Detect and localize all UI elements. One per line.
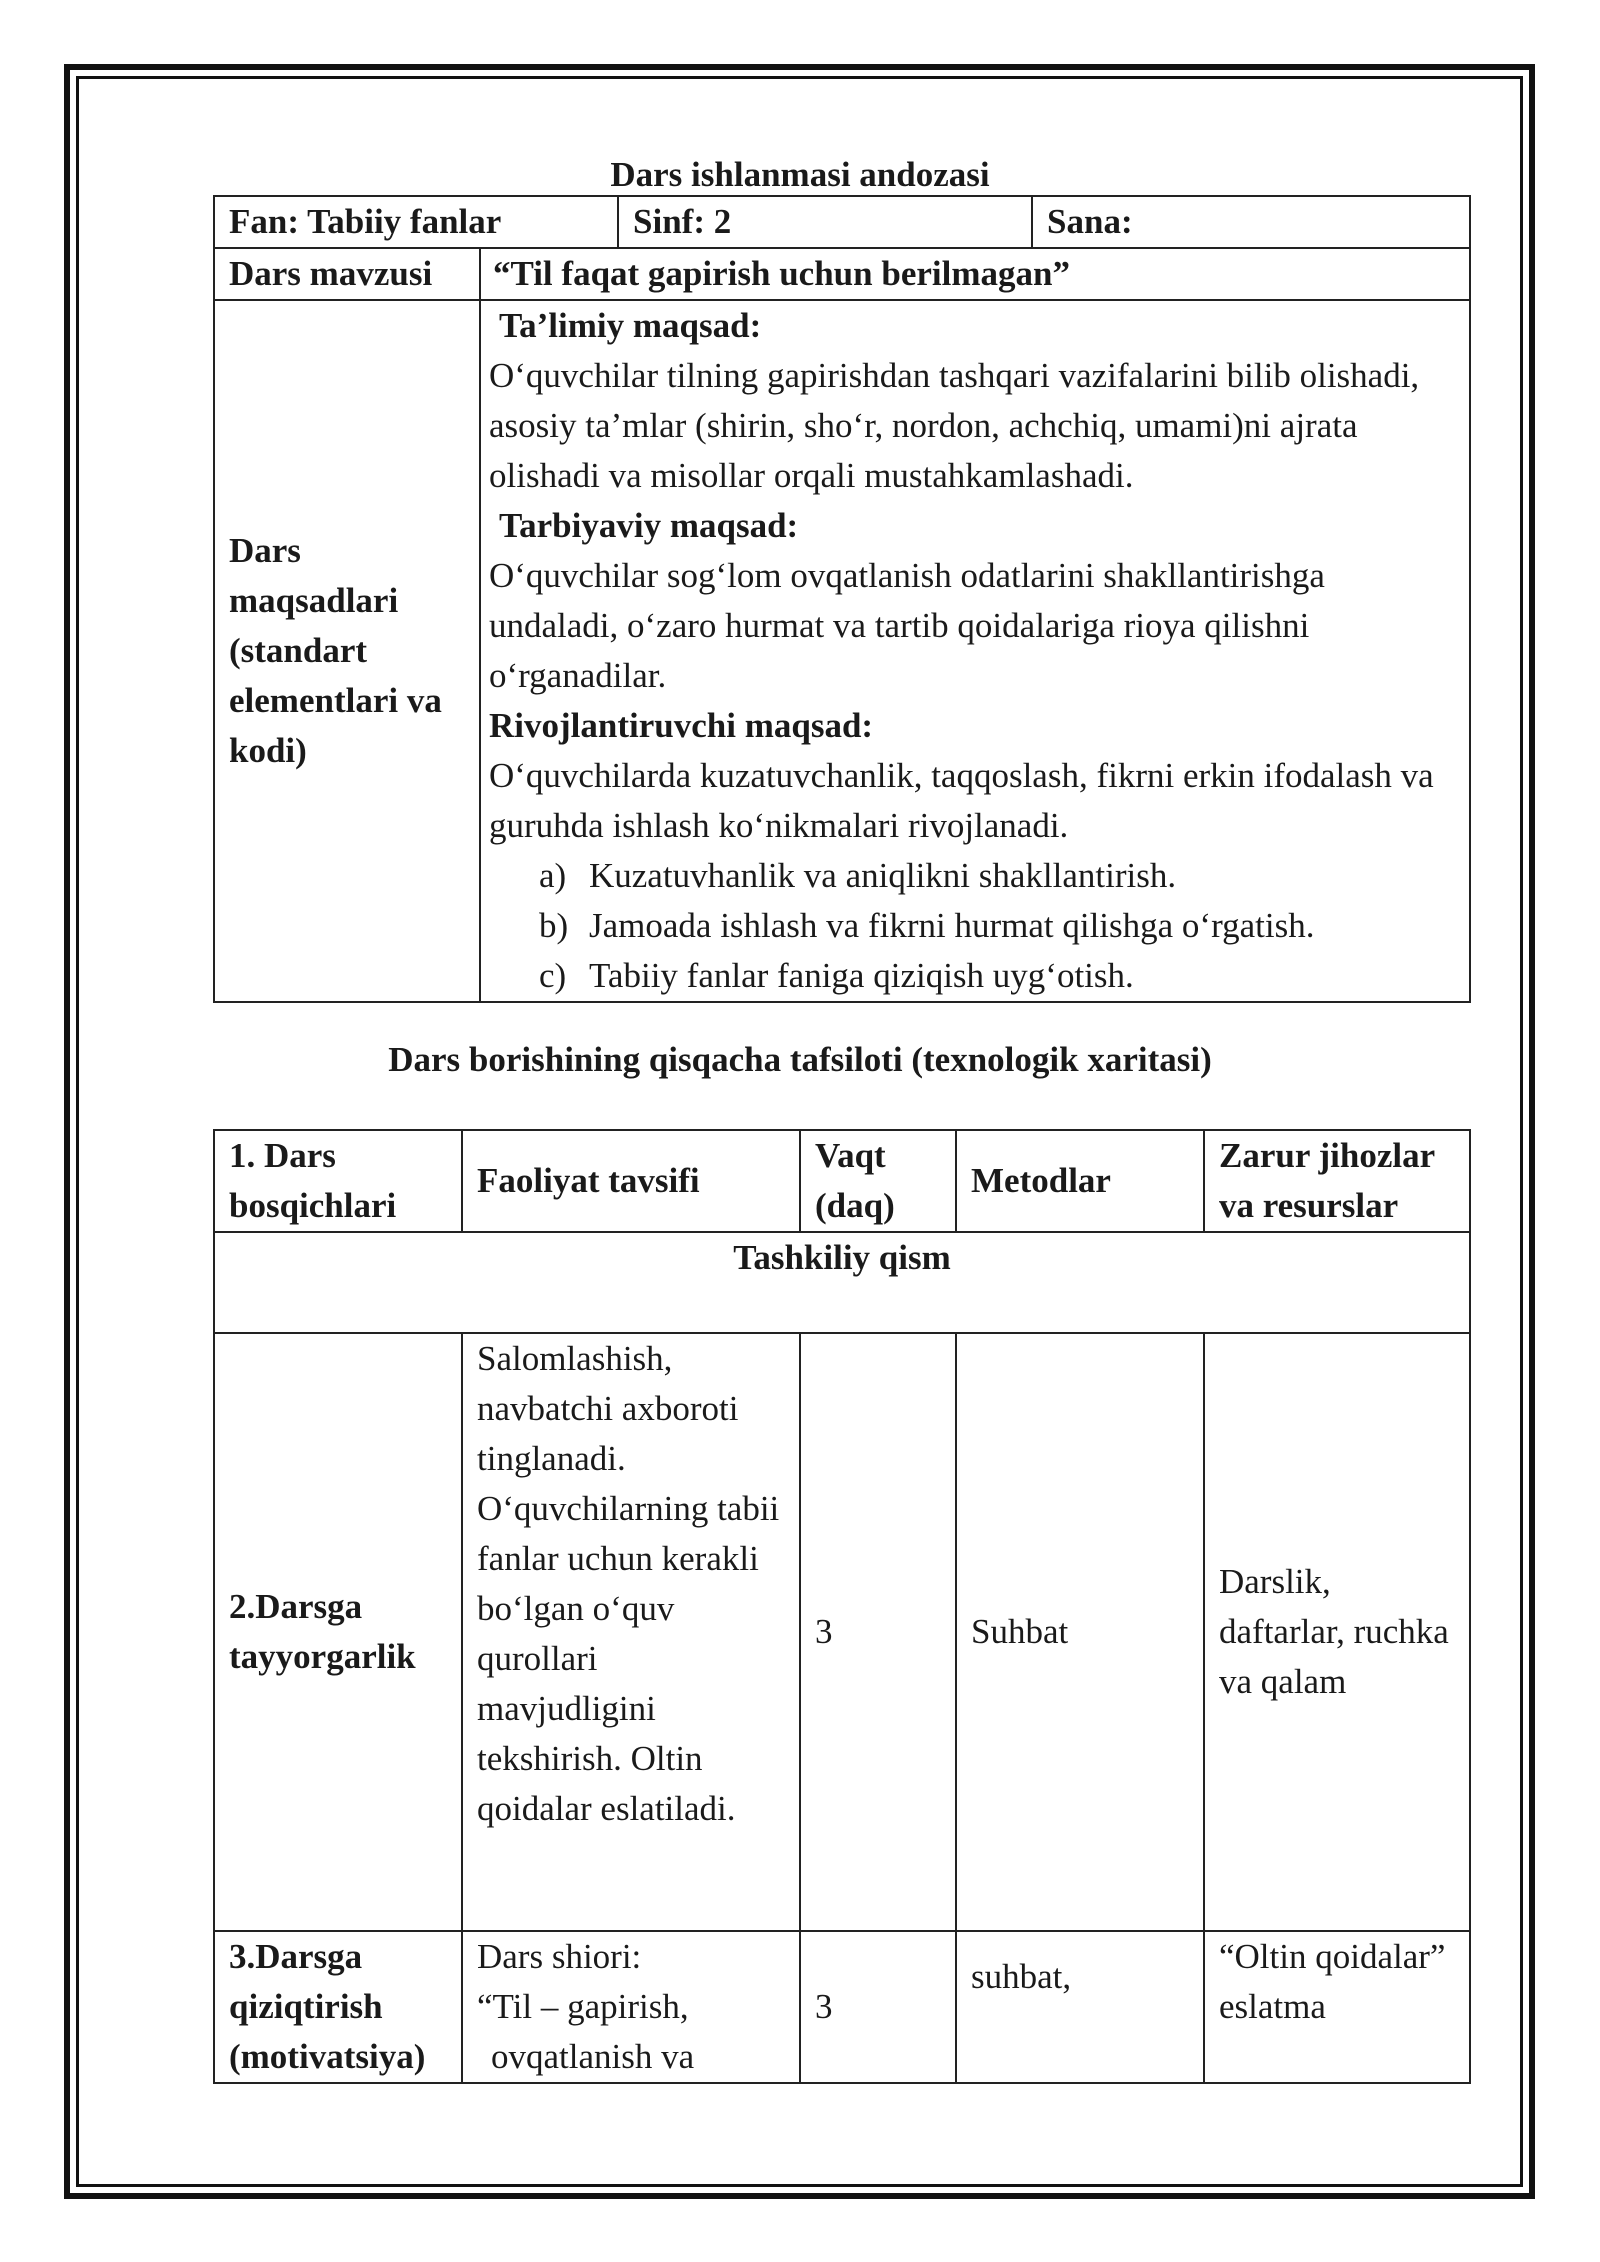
tarbiyaviy-text: O‘quvchilar sog‘lom ovqatlanish odatlarini shakllantirishga undaladi, o‘zaro hurmat va tartib qoidalariga rioya qilishni o‘rganadilar. bbox=[489, 556, 1325, 695]
maqsad-label: Dars maqsadlari (standart elementlari va kodi) bbox=[214, 300, 480, 1002]
list-item bbox=[539, 901, 1459, 951]
activity-line: “Til – gapirish, bbox=[477, 1987, 689, 2026]
list-marker: c) bbox=[539, 956, 567, 995]
list-text: Kuzatuvhanlik va aniqlikni shakllantirish. bbox=[589, 856, 1177, 895]
activity-cell bbox=[462, 1931, 800, 2083]
fan-cell: Fan: Tabiiy fanlar bbox=[214, 196, 618, 248]
resources-cell: Darslik, daftarlar, ruchka va qalam bbox=[1204, 1333, 1470, 1931]
list-item bbox=[539, 951, 1459, 1001]
sana-cell: Sana: bbox=[1032, 196, 1470, 248]
list-marker: b) bbox=[539, 906, 569, 945]
list-text: Jamoada ishlash va fikrni hurmat qilishga o‘rgatish. bbox=[589, 906, 1315, 945]
section-row bbox=[214, 1232, 1470, 1333]
method-cell: suhbat, bbox=[956, 1931, 1204, 2083]
rivoj-heading: Rivojlantiruvchi maqsad: bbox=[489, 706, 874, 745]
lesson-flow-table bbox=[213, 1129, 1471, 2084]
maqsad-row bbox=[214, 300, 1470, 1002]
time-cell: 3 bbox=[800, 1333, 956, 1931]
tarbiyaviy-heading: Tarbiyaviy maqsad: bbox=[499, 506, 799, 545]
talimiy-text: O‘quvchilar tilning gapirishdan tashqari vazifalarini bilib olishadi, asosiy ta’mlar (shirin, sho‘r, nordon, achchiq, umami)ni ajrata olishadi va misollar orqali mustahkamlashadi. bbox=[489, 356, 1420, 495]
header-activity: Faoliyat tavsifi bbox=[462, 1130, 800, 1232]
time-cell: 3 bbox=[800, 1931, 956, 2083]
tashkiliy-qism: Tashkiliy qism bbox=[214, 1232, 1470, 1333]
activity-cell: Salomlashish, navbatchi axboroti tinglanadi. O‘quvchilarning tabii fanlar uchun kerakli bo‘lgan o‘quv qurollari mavjudligini tekshirish. Oltin qoidalar eslatiladi. bbox=[462, 1333, 800, 1931]
stage-cell: 3.Darsga qiziqtirish (motivatsiya) bbox=[214, 1931, 462, 2083]
mavzu-label: Dars mavzusi bbox=[214, 248, 480, 300]
lesson-info-table bbox=[213, 195, 1471, 1003]
header-stage: 1. Dars bosqichlari bbox=[214, 1130, 462, 1232]
section-title: Dars borishining qisqacha tafsiloti (texnologik xaritasi) bbox=[388, 1040, 1212, 1079]
header-time: Vaqt (daq) bbox=[800, 1130, 956, 1232]
resources-cell: “Oltin qoidalar” eslatma bbox=[1204, 1931, 1470, 2083]
list-item bbox=[539, 851, 1459, 901]
header-resources: Zarur jihozlar va resurslar bbox=[1204, 1130, 1470, 1232]
header-row bbox=[214, 196, 1470, 248]
sinf-cell: Sinf: 2 bbox=[618, 196, 1032, 248]
header-method: Metodlar bbox=[956, 1130, 1204, 1232]
table-header-row bbox=[214, 1130, 1470, 1232]
maqsad-content bbox=[480, 300, 1470, 1002]
mavzu-value: “Til faqat gapirish uchun berilmagan” bbox=[480, 248, 1470, 300]
document-title: Dars ishlanmasi andozasi bbox=[610, 155, 990, 194]
table-row bbox=[214, 1931, 1470, 2083]
stage-cell: 2.Darsga tayyorgarlik bbox=[214, 1333, 462, 1931]
rivoj-list bbox=[489, 851, 1459, 1001]
list-text: Tabiiy fanlar faniga qiziqish uyg‘otish. bbox=[589, 956, 1134, 995]
method-cell: Suhbat bbox=[956, 1333, 1204, 1931]
activity-line: Dars shiori: bbox=[477, 1937, 642, 1976]
rivoj-text: O‘quvchilarda kuzatuvchanlik, taqqoslash, fikrni erkin ifodalash va guruhda ishlash ko‘nikmalari rivojlanadi. bbox=[489, 756, 1434, 845]
activity-line: ovqatlanish va bbox=[491, 2037, 695, 2076]
talimiy-heading: Ta’limiy maqsad: bbox=[499, 306, 762, 345]
list-marker: a) bbox=[539, 856, 567, 895]
mavzu-row bbox=[214, 248, 1470, 300]
table-row bbox=[214, 1333, 1470, 1931]
